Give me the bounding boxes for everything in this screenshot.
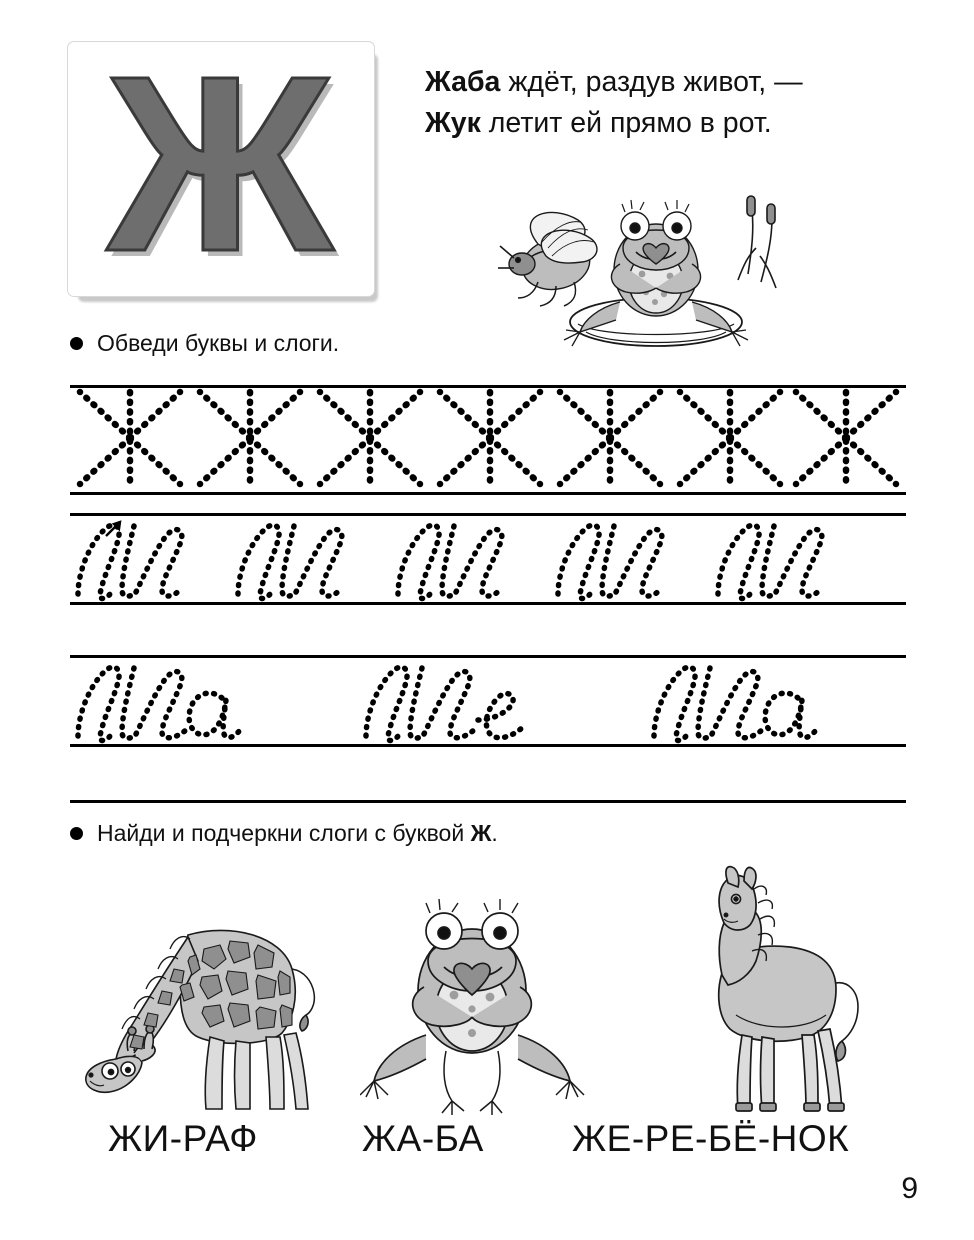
rhyme-line-2-bold: Жук xyxy=(425,107,481,140)
page-number: 9 xyxy=(901,1172,918,1205)
picture-labels xyxy=(0,1118,974,1168)
page-header xyxy=(0,0,974,370)
rhyme-line-1 xyxy=(425,62,895,103)
section-divider xyxy=(70,800,906,803)
rhyme-line-2-rest: летит ей прямо в рот. xyxy=(480,107,772,140)
task-1-text: Обведи буквы и слоги. xyxy=(97,330,340,356)
task-2-text-after: . xyxy=(491,820,498,846)
rhyme-line-1-bold: Жаба xyxy=(425,66,501,98)
label-frog: ЖА-БА xyxy=(362,1118,484,1159)
tracing-row-printed-zhe[interactable] xyxy=(70,385,906,495)
frog-illustration xyxy=(360,865,590,1120)
bullet-icon xyxy=(70,827,83,840)
letter-card-glyph: Ж xyxy=(107,24,329,303)
giraffe-illustration xyxy=(70,865,320,1120)
bullet-icon xyxy=(70,337,83,350)
task-2-text-before: Найди и подчеркни слоги с буквой xyxy=(97,820,471,846)
picture-row xyxy=(0,865,974,1125)
task-trace-instruction xyxy=(70,330,339,357)
letter-card xyxy=(68,24,378,303)
rhyme-text xyxy=(425,62,895,145)
tracing-row-cursive-zhe[interactable] xyxy=(70,513,906,605)
rhyme-line-2 xyxy=(425,103,895,144)
task-2-letter: Ж xyxy=(470,820,492,846)
label-foal: ЖЕ-РЕ-БЁ-НОК xyxy=(572,1118,850,1159)
task-find-syllables-instruction xyxy=(70,820,498,847)
tracing-row-syllables[interactable] xyxy=(70,655,906,747)
foal-illustration xyxy=(650,865,880,1120)
frog-and-beetle-illustration xyxy=(480,152,790,367)
label-giraffe: ЖИ-РАФ xyxy=(108,1118,258,1159)
rhyme-line-1-rest: ждёт, раздув живот, — xyxy=(500,66,803,98)
